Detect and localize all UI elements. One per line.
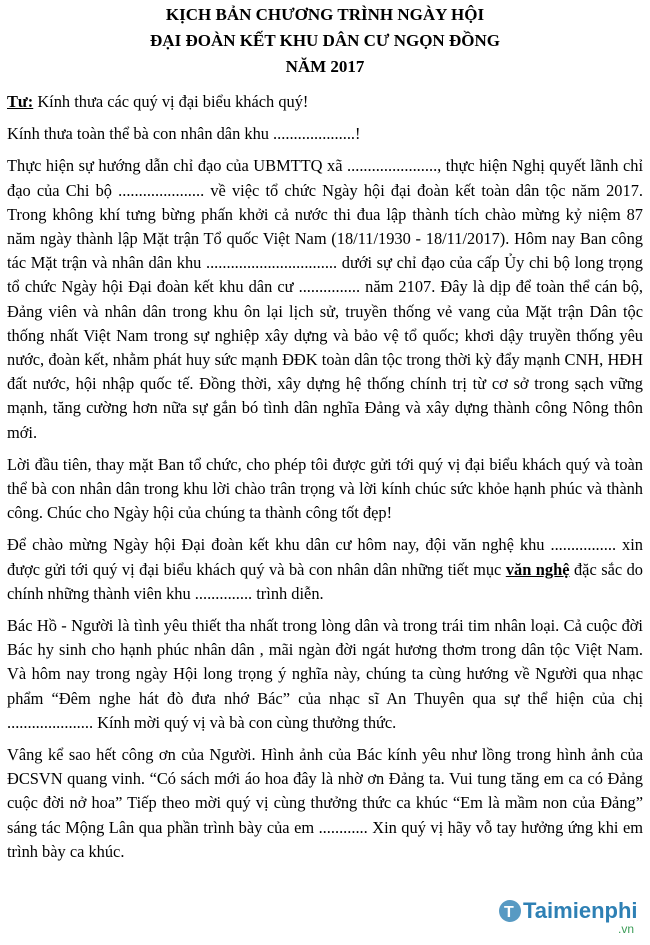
title-line-1: KỊCH BẢN CHƯƠNG TRÌNH NGÀY HỘI [165, 5, 485, 24]
greeting-1-text: Kính thưa các quý vị đại biểu khách quý! [33, 92, 309, 111]
watermark-domain: .vn [618, 922, 635, 936]
document-body [7, 90, 643, 872]
title-line-2: ĐẠI ĐOÀN KẾT KHU DÂN CƯ NGỌN ĐỒNG [150, 31, 500, 50]
paragraph-party-song: Vâng kể sao hết công ơn của Người. Hình ảnh của Bác kính yêu như lồng trong hình ảnh của ĐCSVN quang vinh. “Có sách mới áo hoa đây là nhờ ơn Đảng ta. Vui tung tăng em ca có Đảng cuộc đời nở hoa” Tiếp theo mời quý vị cùng thưởng thức ca khúc “Em là mầm non của Đảng” sáng tác Mộng Lân qua phần trình bày của em ............ Xin quý vị hãy vỗ tay hưởng ứng khi em trình bày ca khúc. [7, 745, 643, 861]
speaker-label: Tư: [7, 92, 34, 111]
title-block [0, 2, 650, 80]
performance-intro-text-b: đặc sắc do chính những thành viên khu .............. trình diễn. [7, 559, 643, 603]
paragraph-greeting-1 [7, 90, 643, 114]
watermark-brand: Taimienphi [523, 898, 638, 923]
taimienphi-watermark-logo [496, 889, 646, 939]
performance-intro-text-a: Để chào mừng Ngày hội Đại đoàn kết khu dân cư hôm nay, đội văn nghệ khu ................ xin được gửi tới quý vị đại biểu khách quý và bà con nhân dân những tiết mục [7, 535, 643, 579]
paragraph-greeting-2: Kính thưa toàn thể bà con nhân dân khu ....................! [7, 124, 361, 144]
title-line-3: NĂM 2017 [285, 57, 365, 76]
performance-intro-bold: văn nghệ [505, 559, 570, 579]
paragraph-uncle-ho: Bác Hồ - Người là tình yêu thiết tha nhất trong lòng dân và trong trái tim nhân loại. Cả cuộc đời Bác hy sinh cho hạnh phúc nhân dân , mãi ngàn đời ngát hương thơm trong dân tộc Việt Nam. Và hôm nay trong ngày Hội long trọng ý nghĩa này, chúng ta cùng hướng về Người qua nhạc phẩm “Đêm nghe hát đò đưa nhớ Bác” của nhạc sĩ An Thuyên qua sự thể hiện của chị ..................... Kính mời quý vị và bà con cùng thưởng thức. [7, 616, 643, 732]
svg-text:T: T [504, 904, 514, 921]
paragraph-welcome: Lời đầu tiên, thay mặt Ban tổ chức, cho phép tôi được gửi tới quý vị đại biểu khách quý và toàn thể bà con nhân dân trong khu lời chào trân trọng và lời kính chúc sức khỏe hạnh phúc và thành công. Chúc cho Ngày hội của chúng ta thành công tốt đẹp! [7, 454, 643, 523]
paragraph-introduction: Thực hiện sự hướng dẫn chỉ đạo của UBMTTQ xã ......................, thực hiện Nghị quyết lãnh chỉ đạo của Chi bộ ..................... về việc tổ chức Ngày hội đại đoàn kết toàn dân tộc năm 2017. Trong không khí tưng bừng phấn khởi cả nước thi đua lập thành tích chào mừng kỷ niệm 87 năm ngày thành lập Mặt trận Tổ quốc Việt Nam (18/11/1930 - 18/11/2017). Hôm nay Ban công tác Mặt trận và nhân dân khu ................................ dưới sự chỉ đạo của cấp Ủy chi bộ long trọng tổ chức Ngày hội Đại đoàn kết khu dân cư ............... năm 2107. Đây là dịp để toàn thể cán bộ, Đảng viên và nhân dân trong khu ôn lại lịch sử, truyền thống vẻ vang của Mặt trận Dân tộc thống nhất Việt Nam trong sự nghiệp xây dựng và bảo vệ tổ quốc; khơi dậy truyền thống yêu nước, đoàn kết, nhằm phát huy sức mạnh ĐĐK toàn dân tộc trong thời kỳ đẩy mạnh CNH, HĐH đất nước, hội nhập quốc tế. Đồng thời, xây dựng hệ thống chính trị từ cơ sở trong sạch vững mạnh, tăng cường hơn nữa sự gắn bó tình dân nghĩa Đảng và xây dựng thành công Nông thôn mới. [7, 156, 643, 442]
paragraph-performance-intro [7, 533, 643, 606]
